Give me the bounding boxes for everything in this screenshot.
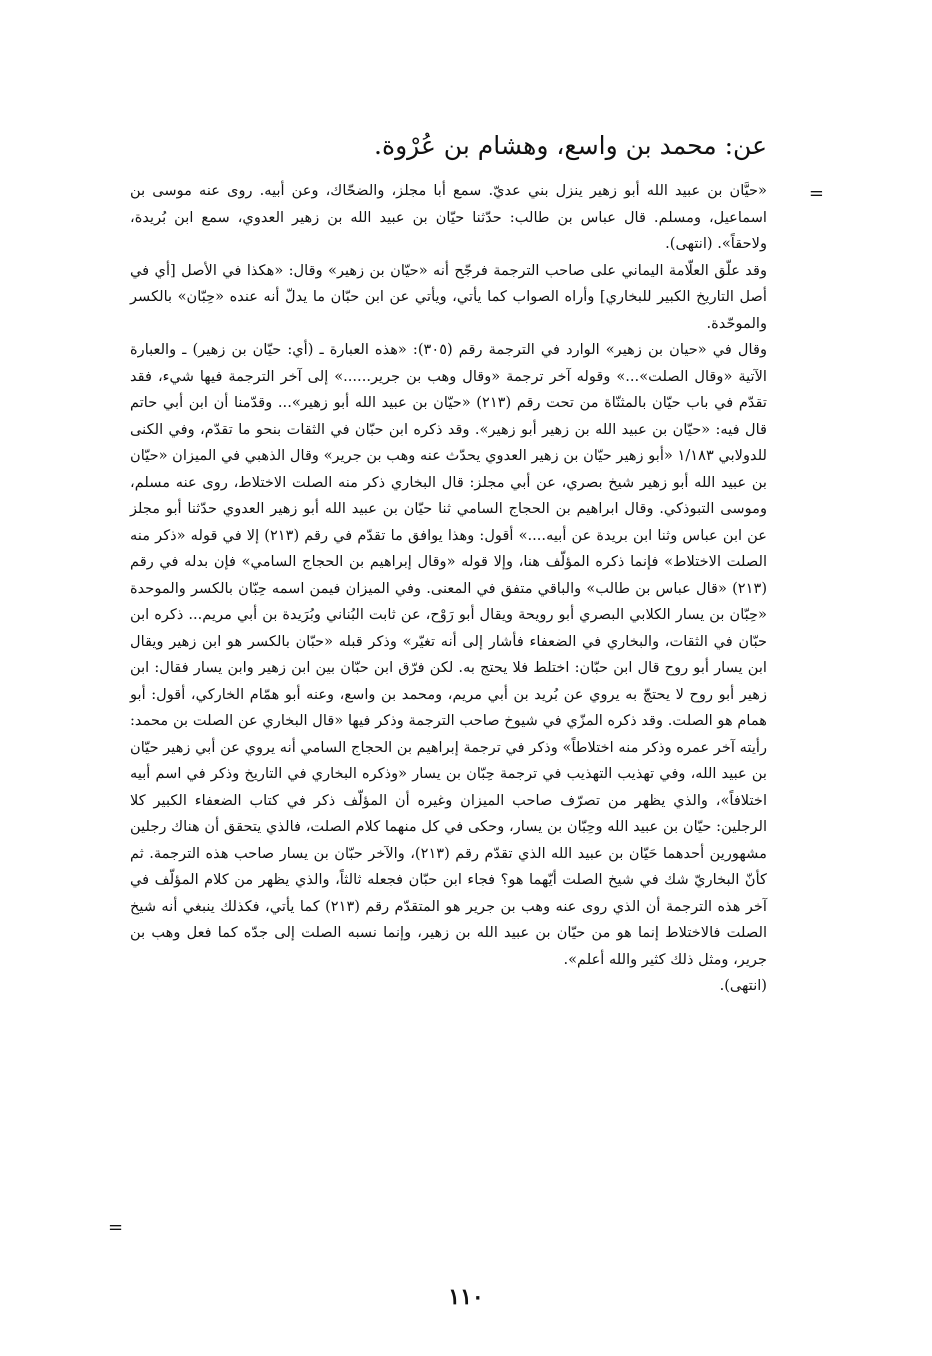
page-number: ١١٠	[448, 1284, 484, 1310]
paragraph-yamani-note: وقد علّق العلّامة اليماني على صاحب الترجمة فرجّح أنه «حيّان بن زهير» وقال: «هكذا في الأصل [أي في أصل التاريخ الكبير للبخاري] وأراه الصواب كما يأتي، ويأتي عن ابن حبّان ما يدلّ أنه عنده «حِبّان» بالكسر والموحّدة.	[130, 261, 767, 332]
body-text	[130, 178, 767, 1000]
paragraph-end: (انتهى).	[719, 977, 767, 994]
paragraph-quote: «حيَّان بن عبيد الله أبو زهير ينزل بني عديّ. سمع أبا مجلز، والضحّاك، وعن أبيه. روى عنه موسى بن اسماعيل، ومسلم. قال عباس بن طالب: حدّثنا حيّان بن عبيد الله بن زهير العدوي، سمع ابن بُريدة، ولاحقاً». (انتهى).	[130, 182, 767, 252]
paragraph-discussion: وقال في «حيان بن زهير» الوارد في الترجمة رقم (٣٠٥): «هذه العبارة ـ (أي: حيّان بن زهير) ـ والعبارة الآتية «وقال الصلت»...» وقوله آخر ترجمة «وقال وهب بن جرير......» إلى آخر الترجمة فيها شيء، فقد تقدّم في باب حيّان بالمثنّاة من تحت رقم (٢١٣) «حيّان بن عبيد الله أبو زهير»... وقدّمنا أن ابن أبي حاتم قال فيه: «حيّان بن عبيد الله بن زهير أبو زهير». وقد ذكره ابن حبّان في الثقات بنحو ما تقدّم، وفي الكنى للدولابي ١/١٨٣ «أبو زهير حيّان بن زهير العدوي يحدّث عنه وهب بن جرير» وقال الذهبي في الميزان «حيّان بن عبيد الله أبو زهير شيخ بصري، عن أبي مجلز: قال البخاري ذكر منه الصلت الاختلاط، روى عنه مسلم، وموسى التبوذكي. وقال ابراهيم بن الحجاج السامي ثنا حيّان بن عبيد الله أبو زهير العدوي حدّثنا أبو مجلز عن ابن عباس وثنا ابن بريدة عن أبيه....» أقول: وهذا يوافق ما تقدّم في رقم (٢١٣) إلا في قوله «ذكر منه الصلت الاختلاط» فإنما ذكره المؤلّف هنا، وإلا قوله «وقال إبراهيم بن الحجاج السامي» فإن بدله في رقم (٢١٣) «قال عباس بن طالب» والباقي متفق في المعنى. وفي الميزان فيمن اسمه حِبّان بالكسر والموحدة «حِبّان بن يسار الكلابي البصري أبو رويحة ويقال أبو رَوْح، عن ثابت البُناني وبُرَيدة بن أبي مريم... ذكره ابن حبّان في الثقات، والبخاري في الضعفاء فأشار إلى أنه تغيّر» وذكر قبله «حبّان بالكسر هو ابن زهير ويقال ابن يسار أبو روح قال ابن حبّان: اختلط فلا يحتج به. لكن فرّق ابن حبّان بين ابن زهير وابن يسار فقال: ابن زهير أبو روح لا يحتجّ به يروي عن بُريد بن أبي مريم، ومحمد بن واسع، وعنه أبو همّام الخاركي، أقول: أبو همام هو الصلت. وقد ذكره المزّي في شيوخ صاحب الترجمة وذكر فيها «قال البخاري عن الصلت بن محمد: رأيته آخر عمره وذكر منه اختلاطاً» وذكر في ترجمة إبراهيم بن الحجاج السامي أنه يروي عن أبي زهير حيّان بن عبيد الله، وفي تهذيب التهذيب في ترجمة حِبّان بن يسار «وذكره البخاري في التاريخ وذكر في اسم أبيه اختلافاً»، والذي يظهر من تصرّف صاحب الميزان وغيره أن المؤلّف ذكر في كتاب الضعفاء الكبير كلا الرجلين: حيّان بن عبيد الله وحِبّان بن يسار، وحكى في كل منهما كلام الصلت، فالذي يتحقق أن هناك رجلين مشهورين أحدهما حَيّان بن عبيد الله الذي تقدّم رقم (٢١٣)، والآخر حبّان بن يسار صاحب هذه الترجمة. ثم كأنّ البخاريّ شك في شيخ الصلت أيّهما هو؟ فجاء ابن حبّان فجعله ثالثاً، والذي يظهر من كلام المؤلّف في آخر هذه الترجمة أن الذي روى عنه وهب بن جرير هو المتقدّم رقم (٢١٣) كما يأتي، فكذلك ينبغي أنه شيخ الصلت فالاختلاط إنما هو من حيّان بن عبيد الله بن زهير، وإنما نسبه الصلت إلى جدّه كما فعل وهب بن جرير، ومثل ذلك كثير والله أعلم».	[130, 341, 768, 968]
continuation-mark-top: =	[808, 183, 824, 204]
continuation-mark-bottom: =	[108, 1217, 124, 1238]
page-header: عن: محمد بن واسع، وهشام بن عُرْوة.	[374, 131, 767, 160]
